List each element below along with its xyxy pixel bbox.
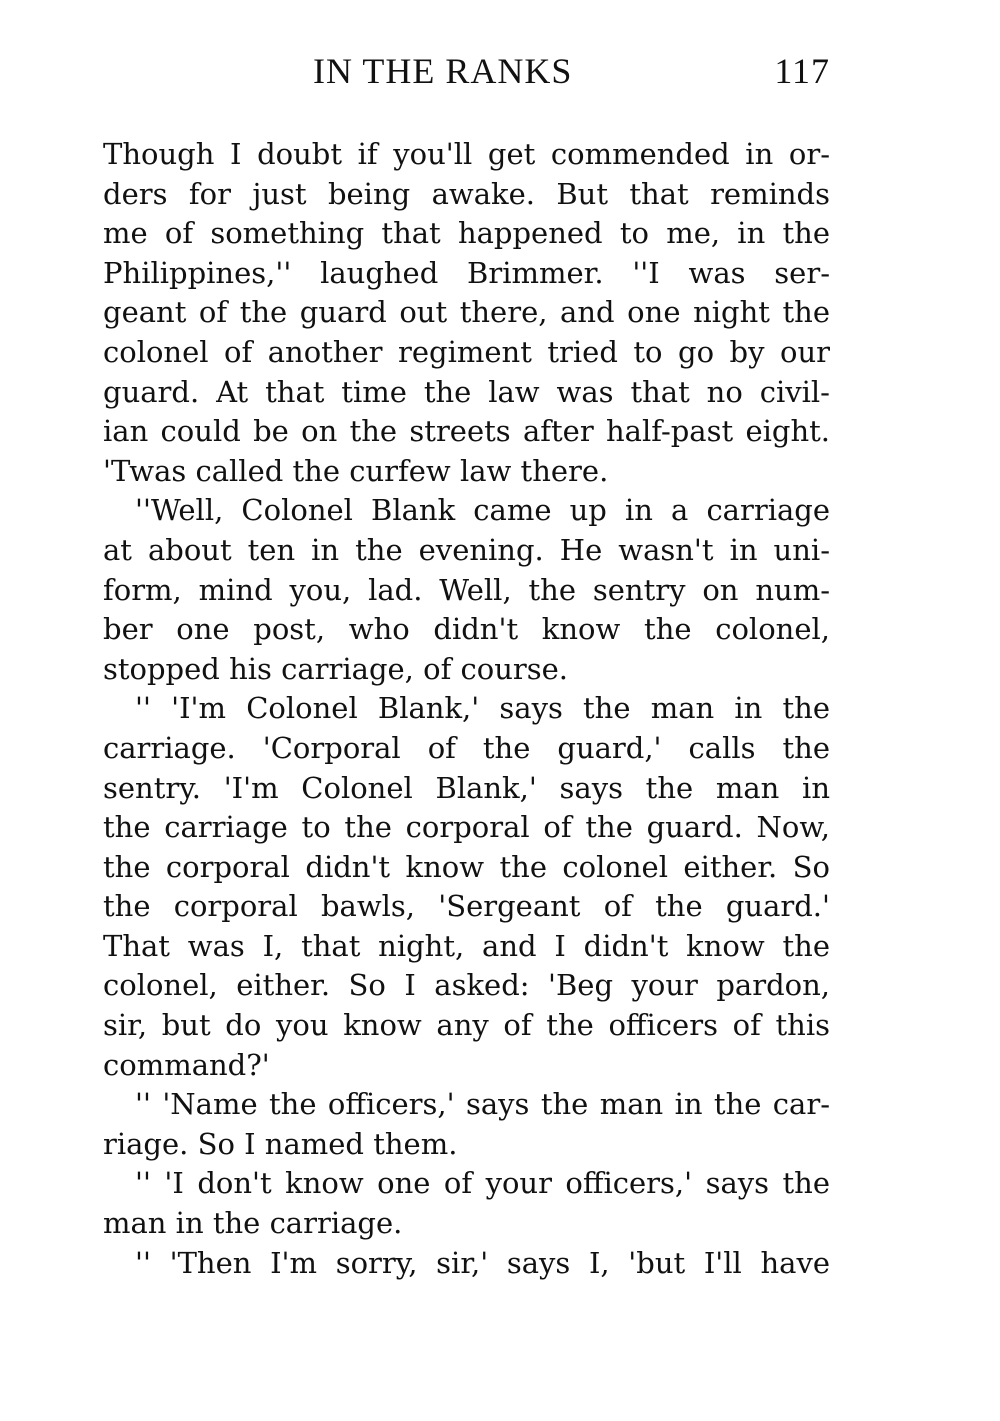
text-line: sir, but do you know any of the officers of this	[103, 1008, 830, 1043]
text-line: sentry. 'I'm Colonel Blank,' says the man in	[103, 770, 830, 805]
text-line: command?'	[103, 1047, 270, 1082]
page-number: 117	[774, 51, 830, 91]
text-line: guard. At that time the law was that no civil-	[103, 374, 830, 409]
text-line: ian could be on the streets after half-past eight.	[103, 414, 830, 449]
text-line: carriage. 'Corporal of the guard,' calls the	[103, 730, 830, 765]
text-line: the corporal didn't know the colonel either. So	[103, 849, 830, 884]
text-line: geant of the guard out there, and one night the	[103, 295, 830, 330]
text-line: the carriage to the corporal of the guard. Now,	[103, 810, 830, 845]
text-line: '' 'I don't know one of your officers,' says the	[135, 1166, 830, 1201]
text-line: the corporal bawls, 'Sergeant of the guard.'	[103, 889, 830, 924]
text-line: stopped his carriage, of course.	[103, 651, 569, 686]
text-line: '' 'Name the officers,' says the man in the car-	[135, 1087, 830, 1122]
text-line: '' 'I'm Colonel Blank,' says the man in the	[135, 691, 830, 726]
text-line: Philippines,'' laughed Brimmer. ''I was ser-	[103, 255, 830, 290]
text-line: '' 'Then I'm sorry, sir,' says I, 'but I'll have	[135, 1245, 830, 1280]
text-line: That was I, that night, and I didn't know the	[103, 928, 830, 963]
text-line: me of something that happened to me, in the	[103, 216, 830, 251]
text-line: Though I doubt if you'll get commended in or-	[103, 137, 830, 171]
text-line: form, mind you, lad. Well, the sentry on num-	[103, 572, 830, 607]
text-line: colonel, either. So I asked: 'Beg your pardon,	[103, 968, 830, 1003]
body-text	[103, 135, 830, 1283]
running-head	[103, 50, 830, 94]
text-line: ber one post, who didn't know the colonel,	[103, 612, 830, 647]
text-line: man in the carriage.	[103, 1206, 403, 1241]
text-line: colonel of another regiment tried to go by our	[103, 334, 830, 369]
text-line: ''Well, Colonel Blank came up in a carriage	[135, 493, 830, 528]
text-line: riage. So I named them.	[103, 1126, 458, 1161]
text-line: at about ten in the evening. He wasn't in uni-	[103, 532, 830, 567]
running-title: IN THE RANKS	[313, 51, 573, 91]
text-line: 'Twas called the curfew law there.	[103, 453, 609, 488]
text-line: ders for just being awake. But that reminds	[103, 176, 830, 211]
